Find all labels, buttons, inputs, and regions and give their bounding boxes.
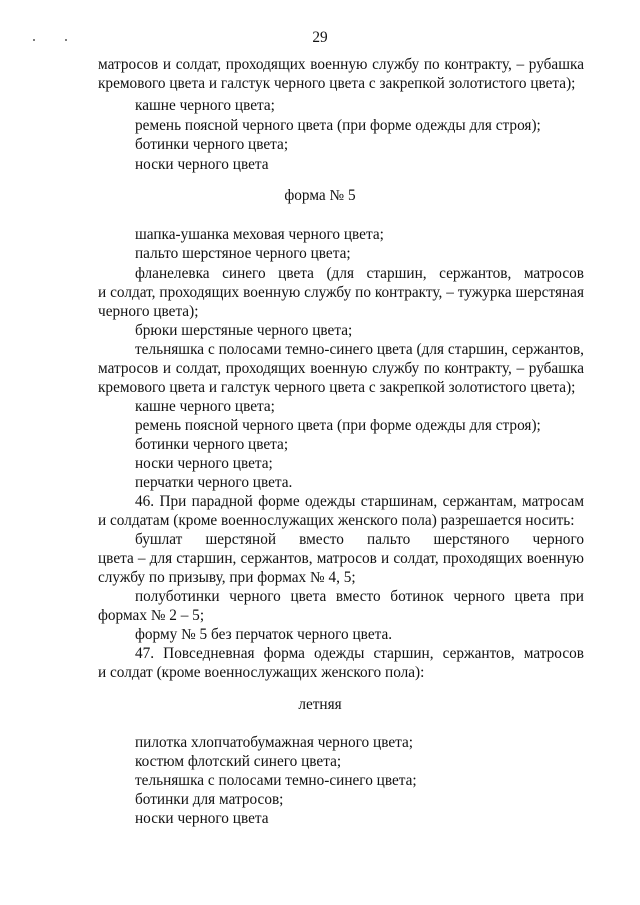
text-line: и солдат (кроме военнослужащих женского пола): [98, 664, 425, 681]
text-line: черного цвета); [98, 303, 199, 320]
list-item: носки черного цвета [135, 810, 269, 827]
list-item: ботинки для матросов; [135, 791, 284, 808]
list-item: ботинки черного цвета; [135, 436, 289, 453]
list-item: носки черного цвета [135, 156, 269, 173]
text-line: цвета – для старшин, сержантов, матросов и солдат, проходящих военную [98, 550, 584, 567]
text-line: матросов и солдат, проходящих военную службу по контракту, – рубашка [98, 360, 584, 377]
list-item: костюм флотский синего цвета; [135, 753, 342, 770]
list-item: кашне черного цвета; [135, 398, 275, 415]
list-item: шапка-ушанка меховая черного цвета; [135, 226, 384, 243]
list-item: ремень поясной черного цвета (при форме одежды для строя); [135, 417, 541, 434]
list-item: кашне черного цвета; [135, 97, 275, 114]
section-heading-summer: летняя [298, 696, 342, 713]
list-item: тельняшка с полосами темно-синего цвета; [135, 772, 417, 789]
list-item: носки черного цвета; [135, 455, 273, 472]
text-line: службу по призыву, при формах № 4, 5; [98, 569, 356, 586]
section-heading-form-5: форма № 5 [284, 187, 356, 204]
list-item: перчатки черного цвета. [135, 474, 293, 491]
text-line: матросов и солдат, проходящих военную службу по контракту, – рубашка [98, 56, 584, 73]
list-item: полуботинки черного цвета вместо ботинок черного цвета при [135, 588, 584, 605]
list-item: брюки шерстяные черного цвета; [135, 322, 353, 339]
list-item: форму № 5 без перчаток черного цвета. [135, 626, 393, 643]
text-line: и солдат, проходящих военную службу по контракту, – тужурка шерстяная [98, 284, 584, 301]
list-item: фланелевка синего цвета (для старшин, сержантов, матросов [135, 265, 584, 282]
list-item: пальто шерстяное черного цвета; [135, 245, 351, 262]
paragraph-46: 46. При парадной форме одежды старшинам, сержантам, матросам [135, 493, 584, 510]
list-item: пилотка хлопчатобумажная черного цвета; [135, 734, 414, 751]
page-number: 29 [312, 29, 328, 46]
list-item: ремень поясной черного цвета (при форме одежды для строя); [135, 117, 541, 134]
text-line: формах № 2 – 5; [98, 607, 205, 624]
list-item: тельняшка с полосами темно-синего цвета (для старшин, сержантов, [135, 341, 584, 358]
text-line: кремового цвета и галстук черного цвета с закрепкой золотистого цвета); [98, 379, 576, 396]
list-item: ботинки черного цвета; [135, 136, 289, 153]
text-line: и солдатам (кроме военнослужащих женского пола) разрешается носить: [98, 512, 575, 529]
paragraph-47: 47. Повседневная форма одежды старшин, сержантов, матросов [135, 645, 584, 662]
list-item: бушлат шерстяной вместо пальто шерстяного черного [135, 531, 584, 548]
text-line: кремового цвета и галстук черного цвета с закрепкой золотистого цвета); [98, 75, 576, 92]
